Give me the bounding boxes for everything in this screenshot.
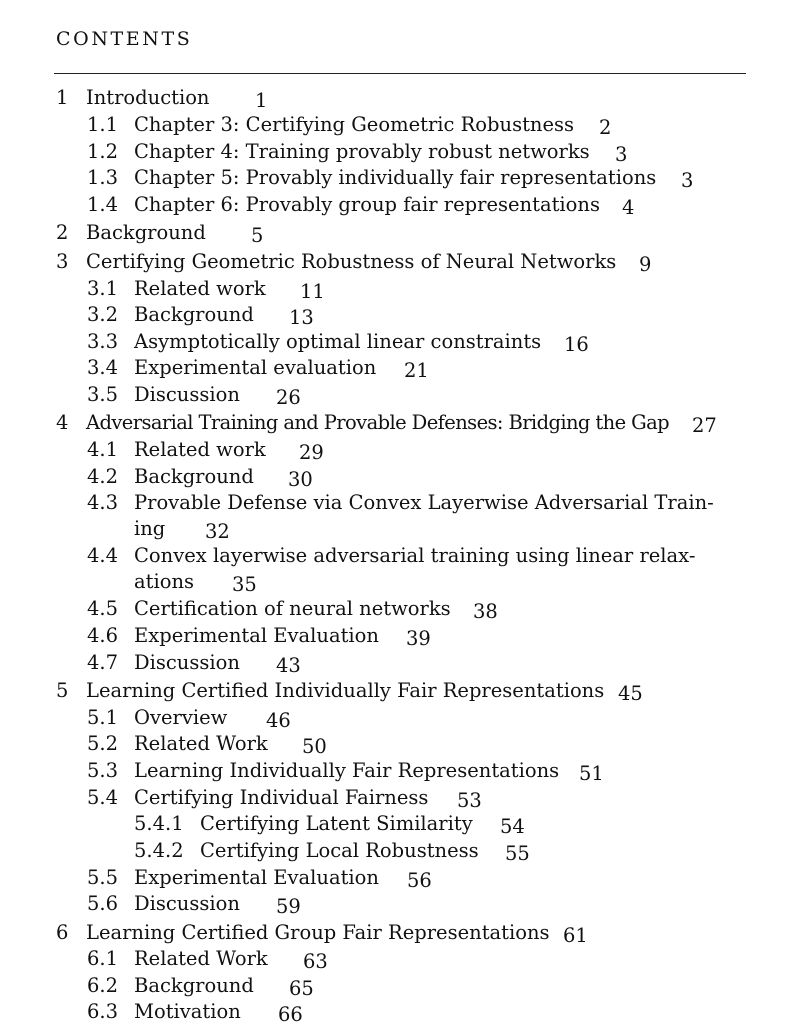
- entry-number: 3.5: [87, 383, 119, 406]
- entry-number: 4.4: [87, 544, 119, 567]
- toc-entry-section-4-3[interactable]: [0, 491, 793, 543]
- entry-title: Related work: [134, 277, 266, 300]
- entry-title-line-1: Convex layerwise adversarial training using linear relax-: [134, 544, 696, 567]
- entry-title: Certifying Geometric Robustness of Neural Networks: [86, 250, 617, 273]
- entry-number: 3.2: [87, 303, 119, 326]
- entry-title: Chapter 6: Provably group fair representations: [134, 193, 600, 216]
- entry-number: 2: [56, 221, 69, 244]
- entry-page: 54: [500, 815, 525, 838]
- entry-number: 5.4.1: [134, 812, 184, 835]
- entry-title: Learning Certified Group Fair Representations: [86, 921, 550, 944]
- entry-number: 5.6: [87, 892, 119, 915]
- entry-page: 35: [232, 573, 257, 596]
- entry-page: 5: [251, 224, 264, 247]
- entry-page: 39: [406, 627, 431, 650]
- entry-page: 3: [615, 143, 628, 166]
- entry-page: 16: [564, 333, 589, 356]
- entry-title: Experimental Evaluation: [134, 866, 379, 889]
- entry-title: Certifying Local Robustness: [200, 839, 479, 862]
- entry-title-line-2: ing: [134, 517, 166, 540]
- toc-entry-section-4-4[interactable]: [0, 544, 793, 596]
- entry-number: 5.4: [87, 786, 119, 809]
- entry-page: 66: [278, 1003, 303, 1026]
- entry-number: 1: [56, 86, 69, 109]
- entry-title: Motivation: [134, 1000, 241, 1023]
- entry-number: 6.3: [87, 1000, 119, 1023]
- entry-title: Certifying Individual Fairness: [134, 786, 429, 809]
- entry-title-line-2: ations: [134, 570, 195, 593]
- entry-page: 45: [618, 682, 643, 705]
- entry-title: Discussion: [134, 383, 240, 406]
- entry-title: Chapter 4: Training provably robust networks: [134, 140, 590, 163]
- entry-number: 1.2: [87, 140, 119, 163]
- entry-title: Background: [134, 465, 254, 488]
- entry-page: 21: [404, 359, 429, 382]
- entry-page: 63: [303, 950, 328, 973]
- entry-page: 38: [473, 600, 498, 623]
- entry-number: 4.7: [87, 651, 119, 674]
- entry-number: 5.2: [87, 732, 119, 755]
- entry-page: 56: [407, 869, 432, 892]
- entry-page: 32: [205, 520, 230, 543]
- entry-number: 1.3: [87, 166, 119, 189]
- entry-number: 3.3: [87, 330, 119, 353]
- entry-page: 11: [300, 280, 325, 303]
- entry-title: Related Work: [134, 947, 268, 970]
- entry-number: 5.3: [87, 759, 119, 782]
- entry-number: 4.2: [87, 465, 119, 488]
- entry-title: Adversarial Training and Provable Defenses: Bridging the Gap: [86, 411, 670, 434]
- entry-title: Experimental Evaluation: [134, 624, 379, 647]
- entry-page: 4: [622, 196, 635, 219]
- entry-page: 65: [289, 977, 314, 1000]
- entry-number: 4.1: [87, 438, 119, 461]
- entry-title: Background: [134, 303, 254, 326]
- entry-title: Chapter 5: Provably individually fair representations: [134, 166, 657, 189]
- contents-heading: CONTENTS: [56, 28, 193, 50]
- entry-page: 43: [276, 654, 301, 677]
- entry-page: 53: [457, 789, 482, 812]
- entry-number: 4: [56, 411, 69, 434]
- entry-title: Discussion: [134, 651, 240, 674]
- entry-number: 5: [56, 679, 69, 702]
- entry-page: 30: [288, 468, 313, 491]
- entry-page: 13: [289, 306, 314, 329]
- entry-number: 3: [56, 250, 69, 273]
- entry-number: 5.1: [87, 706, 119, 729]
- entry-number: 4.5: [87, 597, 119, 620]
- entry-title: Chapter 3: Certifying Geometric Robustness: [134, 113, 575, 136]
- entry-title: Related work: [134, 438, 266, 461]
- entry-number: 3.4: [87, 356, 119, 379]
- entry-title-line-1: Provable Defense via Convex Layerwise Adversarial Train-: [134, 491, 714, 514]
- entry-page: 46: [266, 709, 291, 732]
- entry-page: 55: [505, 842, 530, 865]
- entry-page: 26: [276, 386, 301, 409]
- entry-title: Learning Individually Fair Representations: [134, 759, 560, 782]
- entry-title: Introduction: [86, 86, 210, 109]
- entry-number: 6.1: [87, 947, 119, 970]
- entry-title: Background: [134, 974, 254, 997]
- entry-number: 3.1: [87, 277, 119, 300]
- entry-page: 27: [692, 414, 717, 437]
- entry-number: 5.4.2: [134, 839, 184, 862]
- entry-number: 6: [56, 921, 69, 944]
- entry-title: Discussion: [134, 892, 240, 915]
- entry-page: 29: [299, 441, 324, 464]
- entry-number: 4.3: [87, 491, 119, 514]
- entry-number: 1.4: [87, 193, 119, 216]
- entry-number: 1.1: [87, 113, 119, 136]
- entry-title: Certification of neural networks: [134, 597, 451, 620]
- entry-page: 9: [639, 253, 652, 276]
- entry-title: Experimental evaluation: [134, 356, 377, 379]
- entry-number: 5.5: [87, 866, 119, 889]
- entry-page: 2: [599, 116, 612, 139]
- entry-title: Related Work: [134, 732, 268, 755]
- entry-page: 51: [579, 762, 604, 785]
- entry-page: 61: [563, 924, 588, 947]
- entry-page: 1: [255, 89, 268, 112]
- entry-title: Learning Certified Individually Fair Representations: [86, 679, 605, 702]
- entry-page: 50: [302, 735, 327, 758]
- entry-number: 4.6: [87, 624, 119, 647]
- entry-page: 3: [681, 169, 694, 192]
- entry-number: 6.2: [87, 974, 119, 997]
- entry-title: Overview: [134, 706, 228, 729]
- entry-page: 59: [276, 895, 301, 918]
- entry-title: Asymptotically optimal linear constraints: [134, 330, 542, 353]
- entry-title: Certifying Latent Similarity: [200, 812, 473, 835]
- entry-title: Background: [86, 221, 206, 244]
